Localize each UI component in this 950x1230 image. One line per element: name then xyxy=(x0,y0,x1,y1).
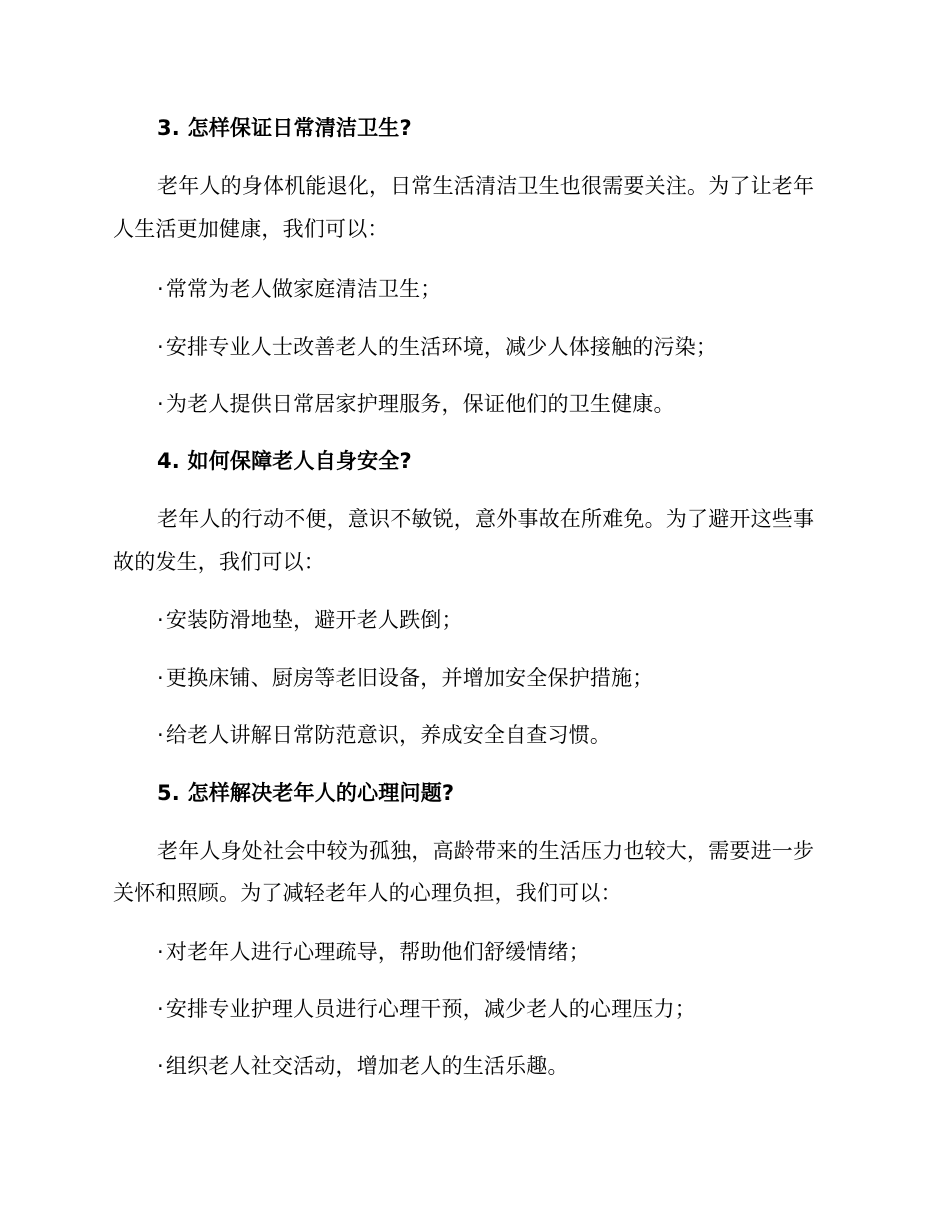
bullet-dot: · xyxy=(157,940,164,964)
section-3-heading: 3. 怎样保证日常清洁卫生? xyxy=(157,116,412,140)
section-4-intro-line-1: 老年人的行动不便，意识不敏锐，意外事故在所难免。为了避开这些事 xyxy=(157,507,815,531)
bullet-dot: · xyxy=(157,277,164,301)
bullet-dot: · xyxy=(157,608,164,632)
section-4-item-1-text: 安装防滑地垫，避开老人跌倒； xyxy=(165,608,463,632)
bullet-dot: · xyxy=(157,392,164,416)
section-3-item-1 xyxy=(157,275,442,303)
section-4-item-3 xyxy=(157,721,611,749)
section-4-heading: 4. 如何保障老人自身安全? xyxy=(157,449,412,473)
bullet-dot: · xyxy=(157,723,164,747)
section-4-item-2 xyxy=(157,664,654,692)
section-5-item-1 xyxy=(157,938,590,966)
section-4-item-1 xyxy=(157,606,463,634)
section-5-intro-line-1: 老年人身处社会中较为孤独，高龄带来的生活压力也较大，需要进一步 xyxy=(157,839,815,863)
section-3-item-2-text: 安排专业人士改善老人的生活环境，减少人体接触的污染； xyxy=(165,335,718,359)
bullet-dot: · xyxy=(157,1054,164,1078)
section-5-item-3-text: 组织老人社交活动，增加老人的生活乐趣。 xyxy=(165,1054,569,1078)
section-5-item-1-text: 对老年人进行心理疏导，帮助他们舒缓情绪； xyxy=(165,940,590,964)
section-5-intro-line-2: 关怀和照顾。为了减轻老年人的心理负担，我们可以： xyxy=(113,881,622,905)
section-3-item-3 xyxy=(157,390,675,418)
section-4-item-3-text: 给老人讲解日常防范意识，养成安全自查习惯。 xyxy=(165,723,612,747)
section-5-item-2-text: 安排专业护理人员进行心理干预，减少老人的心理压力； xyxy=(165,997,696,1021)
bullet-dot: · xyxy=(157,335,164,359)
section-3-item-3-text: 为老人提供日常居家护理服务，保证他们的卫生健康。 xyxy=(165,392,675,416)
section-3-item-1-text: 常常为老人做家庭清洁卫生； xyxy=(165,277,442,301)
bullet-dot: · xyxy=(157,666,164,690)
bullet-dot: · xyxy=(157,997,164,1021)
section-3-intro-line-2: 人生活更加健康，我们可以： xyxy=(113,217,389,241)
section-3-item-2 xyxy=(157,333,717,361)
section-4-item-2-text: 更换床铺、厨房等老旧设备，并增加安全保护措施； xyxy=(165,666,654,690)
section-4-intro-line-2: 故的发生，我们可以： xyxy=(113,550,325,574)
section-3-intro-line-1: 老年人的身体机能退化，日常生活清洁卫生也很需要关注。为了让老年 xyxy=(157,174,815,198)
section-5-item-3 xyxy=(157,1052,569,1080)
section-5-item-2 xyxy=(157,995,696,1023)
section-5-heading: 5. 怎样解决老年人的心理问题? xyxy=(157,781,455,805)
